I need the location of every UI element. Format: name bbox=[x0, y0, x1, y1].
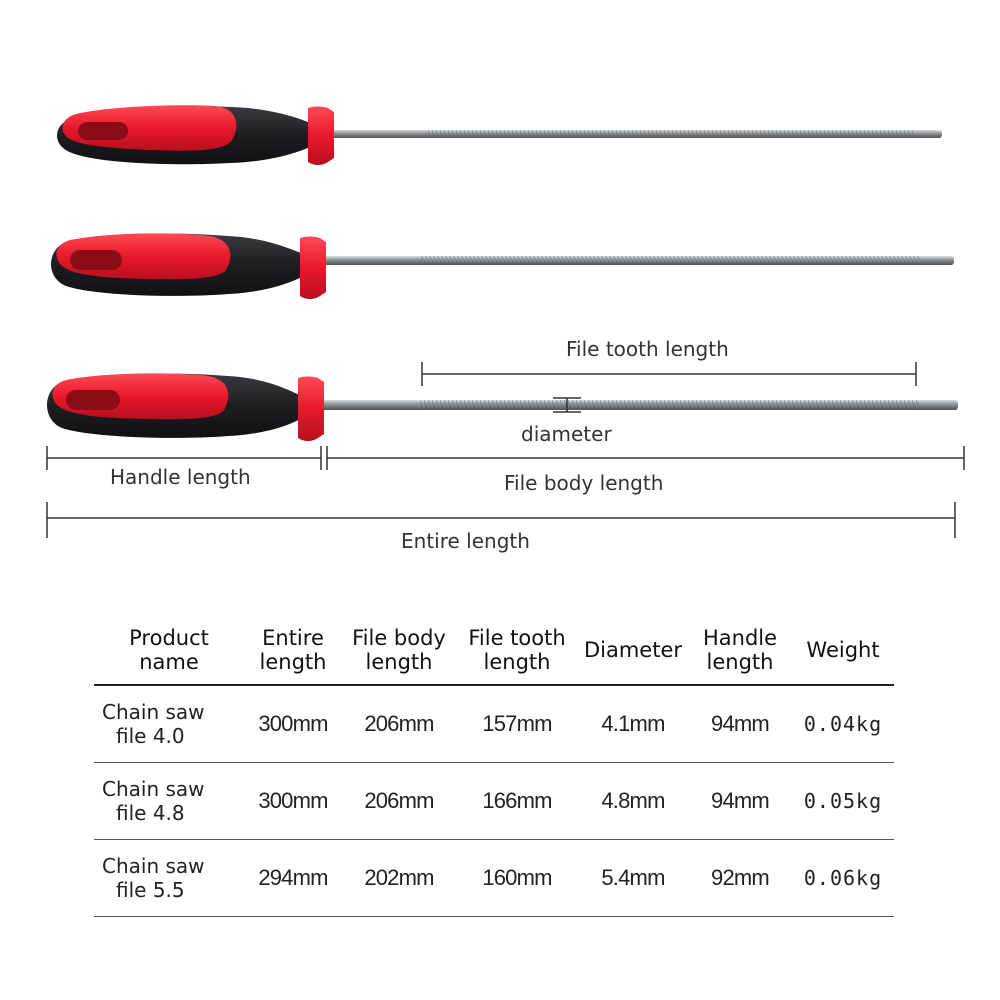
cell-diameter: 5.4mm bbox=[601, 865, 665, 890]
cell-handle-length: 92mm bbox=[711, 865, 769, 890]
handle-length-label: Handle length bbox=[110, 465, 251, 489]
header-file-body-length: File body length bbox=[352, 626, 446, 674]
cell-product-name: Chain saw file 5.5 bbox=[102, 854, 205, 902]
cell-diameter: 4.8mm bbox=[601, 788, 665, 813]
table-row bbox=[94, 763, 894, 840]
cell-file-tooth-length: 157mm bbox=[482, 711, 552, 736]
cell-entire-length: 300mm bbox=[258, 788, 328, 813]
spec-table-wrapper bbox=[94, 620, 894, 917]
chain-saw-file-2 bbox=[51, 233, 954, 299]
cell-entire-length: 294mm bbox=[258, 865, 328, 890]
cell-product-name: Chain saw file 4.8 bbox=[102, 777, 205, 825]
cell-product-name: Chain saw file 4.0 bbox=[102, 700, 205, 748]
cell-file-body-length: 206mm bbox=[364, 711, 434, 736]
header-diameter: Diameter bbox=[583, 638, 683, 662]
header-handle-length: Handle length bbox=[702, 626, 778, 674]
cell-weight: 0.06kg bbox=[803, 866, 883, 890]
file-body-length-label: File body length bbox=[504, 471, 664, 495]
table-row bbox=[94, 840, 894, 917]
cell-file-tooth-length: 160mm bbox=[482, 865, 552, 890]
cell-entire-length: 300mm bbox=[258, 711, 328, 736]
cell-handle-length: 94mm bbox=[711, 711, 769, 736]
header-file-tooth-length: File tooth length bbox=[468, 626, 566, 674]
cell-file-body-length: 202mm bbox=[364, 865, 434, 890]
file-tooth-length-label: File tooth length bbox=[566, 337, 729, 361]
chain-saw-file-1 bbox=[57, 105, 942, 165]
spec-table bbox=[94, 620, 894, 917]
entire-length-label: Entire length bbox=[401, 529, 530, 553]
cell-file-tooth-length: 166mm bbox=[482, 788, 552, 813]
table-header-row bbox=[94, 620, 894, 685]
cell-diameter: 4.1mm bbox=[601, 711, 665, 736]
cell-weight: 0.04kg bbox=[803, 712, 883, 736]
chain-saw-file-3 bbox=[47, 373, 958, 441]
header-product-name: Product name bbox=[129, 626, 209, 674]
header-entire-length: Entire length bbox=[259, 626, 327, 674]
table-row bbox=[94, 685, 894, 763]
cell-weight: 0.05kg bbox=[803, 789, 883, 813]
diameter-label: diameter bbox=[521, 422, 612, 446]
cell-file-body-length: 206mm bbox=[364, 788, 434, 813]
header-weight: Weight bbox=[806, 638, 880, 662]
cell-handle-length: 94mm bbox=[711, 788, 769, 813]
